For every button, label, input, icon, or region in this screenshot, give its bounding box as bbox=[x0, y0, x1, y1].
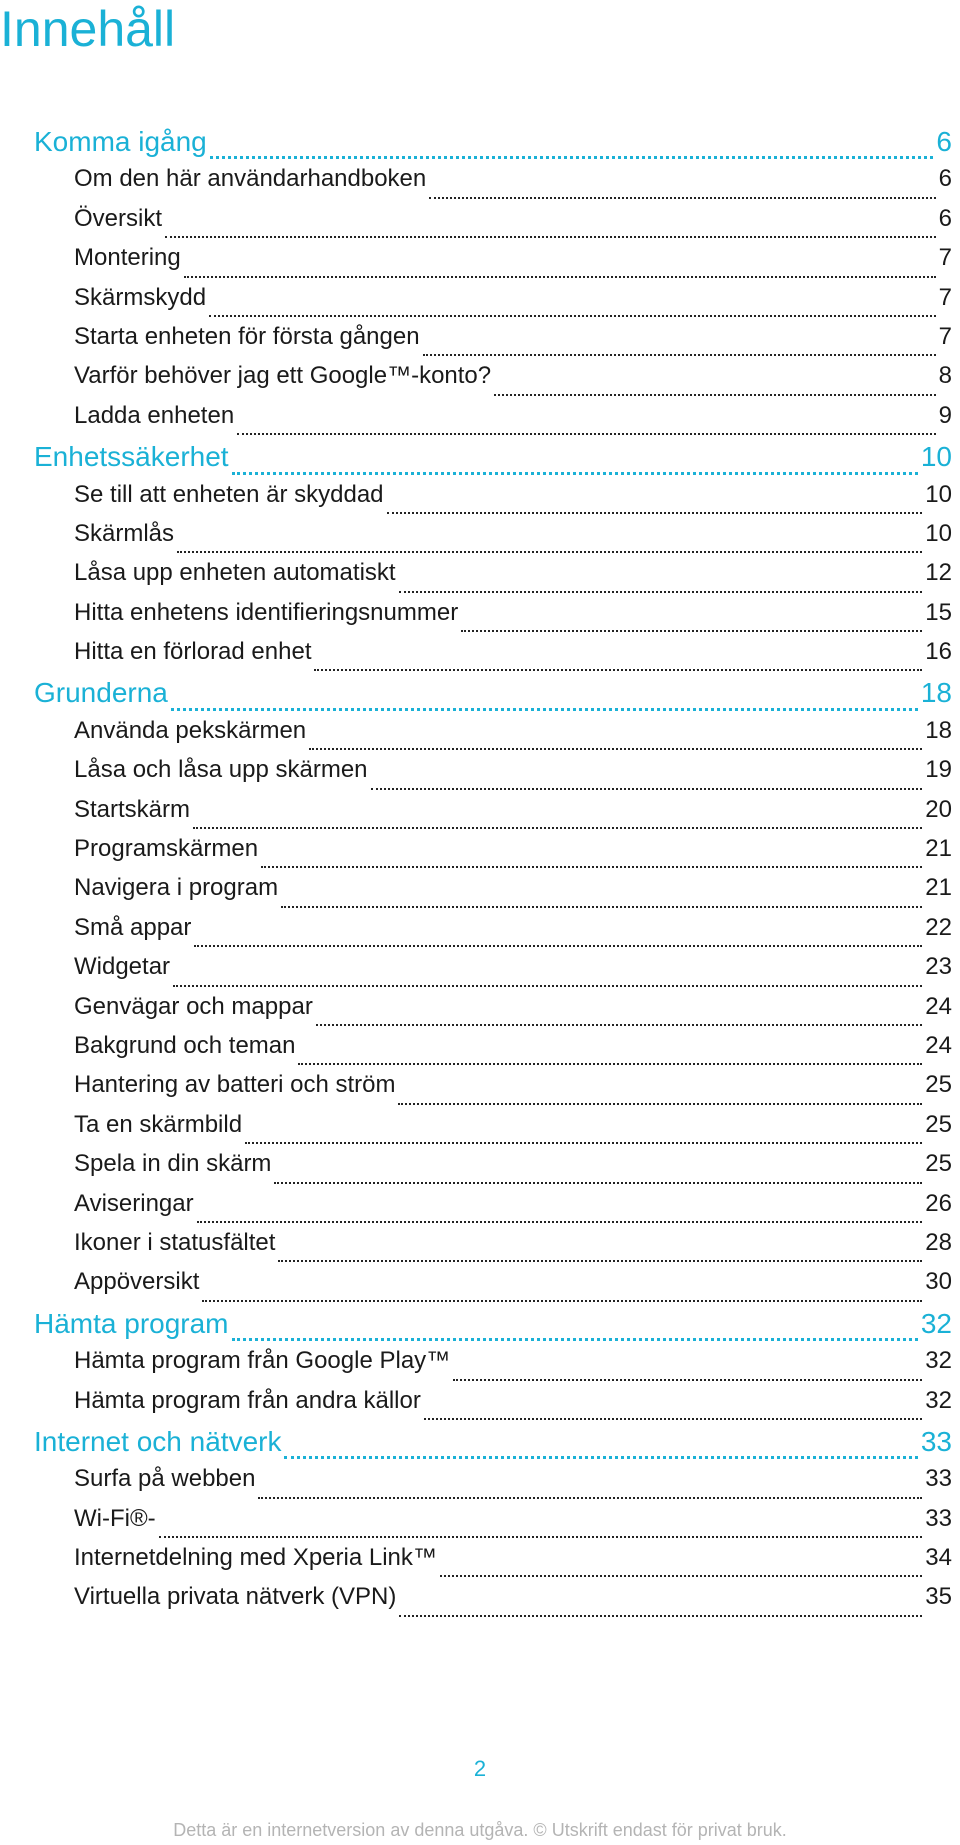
toc-entry-page-number: 6 bbox=[938, 165, 952, 193]
dot-leader bbox=[314, 669, 922, 671]
toc-entry-label: Ta en skärmbild bbox=[74, 1110, 243, 1138]
toc-entry-label: Montering bbox=[74, 244, 181, 272]
toc-entry-label: Låsa och låsa upp skärmen bbox=[74, 756, 368, 784]
dot-leader bbox=[261, 866, 922, 868]
toc-entry-label: Ikoner i statusfältet bbox=[74, 1228, 276, 1256]
toc-entry-page-number: 33 bbox=[925, 1504, 952, 1532]
toc-entry-page-number: 21 bbox=[925, 835, 952, 863]
toc-entry-page-number: 25 bbox=[925, 1071, 952, 1099]
toc-item-link[interactable] bbox=[34, 165, 952, 204]
toc-entry-page-number: 30 bbox=[925, 1268, 952, 1296]
dot-leader bbox=[371, 788, 923, 790]
toc-entry-page-number: 33 bbox=[925, 1465, 952, 1493]
toc-entry-label: Om den här användarhandboken bbox=[74, 165, 427, 193]
toc-item-link[interactable] bbox=[34, 1032, 952, 1071]
toc-item-link[interactable] bbox=[34, 205, 952, 244]
dot-leader bbox=[316, 1024, 922, 1026]
toc-entry-page-number: 34 bbox=[925, 1544, 952, 1572]
toc-item-link[interactable] bbox=[34, 244, 952, 283]
toc-entry-page-number: 23 bbox=[925, 953, 952, 981]
dot-leader bbox=[210, 156, 934, 159]
dot-leader bbox=[494, 394, 936, 396]
dot-leader bbox=[453, 1379, 922, 1381]
toc-section-link[interactable] bbox=[34, 1426, 952, 1465]
toc-section-link[interactable] bbox=[34, 441, 952, 480]
toc-item-link[interactable] bbox=[34, 993, 952, 1032]
dot-leader bbox=[309, 748, 922, 750]
dot-leader bbox=[399, 1615, 922, 1617]
dot-leader bbox=[197, 1221, 923, 1223]
toc-item-link[interactable] bbox=[34, 559, 952, 598]
dot-leader bbox=[284, 1456, 917, 1459]
toc-item-link[interactable] bbox=[34, 1190, 952, 1229]
dot-leader bbox=[281, 906, 922, 908]
toc-entry-page-number: 35 bbox=[925, 1583, 952, 1611]
toc-item-link[interactable] bbox=[34, 756, 952, 795]
toc-entry-label: Internetdelning med Xperia Link™ bbox=[74, 1544, 437, 1572]
toc-entry-page-number: 26 bbox=[925, 1189, 952, 1217]
toc-entry-label: Starta enheten för första gången bbox=[74, 322, 420, 350]
toc-item-link[interactable] bbox=[34, 953, 952, 992]
toc-entry-label: Wi-Fi®- bbox=[74, 1504, 156, 1532]
toc-entry-label: Hantering av batteri och ström bbox=[74, 1071, 396, 1099]
toc-section-link[interactable] bbox=[34, 677, 952, 716]
toc-entry-page-number: 18 bbox=[925, 716, 952, 744]
toc-item-link[interactable] bbox=[34, 1071, 952, 1110]
toc-item-link[interactable] bbox=[34, 481, 952, 520]
toc-entry-page-number: 32 bbox=[925, 1386, 952, 1414]
dot-leader bbox=[424, 1418, 922, 1420]
dot-leader bbox=[232, 472, 918, 475]
toc-item-link[interactable] bbox=[34, 1150, 952, 1189]
toc-entry-label: Översikt bbox=[74, 204, 163, 232]
toc-entry-label: Virtuella privata nätverk (VPN) bbox=[74, 1583, 397, 1611]
toc-entry-label: Appöversikt bbox=[74, 1268, 200, 1296]
dot-leader bbox=[194, 945, 922, 947]
toc-entry-page-number: 8 bbox=[938, 362, 952, 390]
toc-item-link[interactable] bbox=[34, 1387, 952, 1426]
toc-entry-label: Aviseringar bbox=[74, 1189, 194, 1217]
toc-section-link[interactable] bbox=[34, 1308, 952, 1347]
toc-entry-label: Genvägar och mappar bbox=[74, 992, 313, 1020]
dot-leader bbox=[209, 315, 936, 317]
toc-entry-label: Hämta program bbox=[34, 1307, 229, 1339]
dot-leader bbox=[461, 630, 922, 632]
toc-entry-label: Widgetar bbox=[74, 953, 171, 981]
dot-leader bbox=[173, 985, 922, 987]
table-of-contents bbox=[34, 126, 952, 1623]
toc-entry-label: Skärmlås bbox=[74, 519, 175, 547]
toc-entry-page-number: 22 bbox=[925, 913, 952, 941]
toc-item-link[interactable] bbox=[34, 796, 952, 835]
toc-item-link[interactable] bbox=[34, 1544, 952, 1583]
dot-leader bbox=[440, 1575, 922, 1577]
toc-entry-label: Hitta enhetens identifieringsnummer bbox=[74, 598, 459, 626]
toc-entry-page-number: 7 bbox=[938, 283, 952, 311]
toc-entry-page-number: 10 bbox=[920, 441, 952, 473]
toc-entry-page-number: 15 bbox=[925, 598, 952, 626]
dot-leader bbox=[193, 827, 922, 829]
toc-entry-label: Internet och nätverk bbox=[34, 1425, 282, 1457]
dot-leader bbox=[237, 433, 935, 435]
toc-item-link[interactable] bbox=[34, 599, 952, 638]
toc-entry-label: Se till att enheten är skyddad bbox=[74, 480, 384, 508]
toc-entry-label: Små appar bbox=[74, 913, 192, 941]
toc-entry-page-number: 24 bbox=[925, 992, 952, 1020]
dot-leader bbox=[159, 1536, 923, 1538]
toc-item-link[interactable] bbox=[34, 835, 952, 874]
toc-entry-label: Låsa upp enheten automatiskt bbox=[74, 559, 396, 587]
toc-entry-page-number: 18 bbox=[920, 677, 952, 709]
toc-entry-label: Programskärmen bbox=[74, 835, 259, 863]
toc-entry-label: Startskärm bbox=[74, 795, 191, 823]
toc-item-link[interactable] bbox=[34, 874, 952, 913]
toc-item-link[interactable] bbox=[34, 914, 952, 953]
toc-entry-page-number: 28 bbox=[925, 1228, 952, 1256]
toc-entry-page-number: 25 bbox=[925, 1150, 952, 1178]
toc-entry-label: Hämta program från Google Play™ bbox=[74, 1347, 451, 1375]
toc-item-link[interactable] bbox=[34, 362, 952, 401]
toc-entry-label: Hämta program från andra källor bbox=[74, 1386, 421, 1414]
dot-leader bbox=[232, 1338, 918, 1341]
dot-leader bbox=[171, 708, 918, 711]
dot-leader bbox=[278, 1260, 922, 1262]
toc-entry-label: Skärmskydd bbox=[74, 283, 207, 311]
toc-entry-page-number: 20 bbox=[925, 795, 952, 823]
page-title: Innehåll bbox=[0, 1, 176, 57]
toc-entry-page-number: 6 bbox=[936, 126, 952, 157]
toc-entry-page-number: 6 bbox=[938, 204, 952, 232]
toc-item-link[interactable] bbox=[34, 284, 952, 323]
toc-item-link[interactable] bbox=[34, 1111, 952, 1150]
toc-entry-label: Surfa på webben bbox=[74, 1465, 256, 1493]
toc-entry-page-number: 7 bbox=[938, 322, 952, 350]
toc-item-link[interactable] bbox=[34, 1583, 952, 1622]
toc-item-link[interactable] bbox=[34, 638, 952, 677]
toc-item-link[interactable] bbox=[34, 520, 952, 559]
toc-entry-label: Navigera i program bbox=[74, 874, 279, 902]
page-number: 2 bbox=[473, 1756, 487, 1781]
toc-entry-page-number: 21 bbox=[925, 874, 952, 902]
toc-item-link[interactable] bbox=[34, 323, 952, 362]
toc-item-link[interactable] bbox=[34, 1229, 952, 1268]
toc-item-link[interactable] bbox=[34, 1465, 952, 1504]
toc-item-link[interactable] bbox=[34, 1268, 952, 1307]
toc-entry-label: Ladda enheten bbox=[74, 401, 235, 429]
toc-item-link[interactable] bbox=[34, 402, 952, 441]
dot-leader bbox=[399, 591, 923, 593]
toc-entry-label: Hitta en förlorad enhet bbox=[74, 638, 312, 666]
dot-leader bbox=[298, 1063, 922, 1065]
toc-entry-label: Komma igång bbox=[34, 126, 207, 157]
dot-leader bbox=[429, 197, 935, 199]
toc-entry-label: Enhetssäkerhet bbox=[34, 441, 229, 473]
toc-entry-page-number: 9 bbox=[938, 401, 952, 429]
toc-item-link[interactable] bbox=[34, 1347, 952, 1386]
toc-entry-page-number: 32 bbox=[925, 1347, 952, 1375]
toc-entry-page-number: 19 bbox=[925, 756, 952, 784]
toc-entry-label: Grunderna bbox=[34, 677, 168, 709]
dot-leader bbox=[423, 354, 936, 356]
dot-leader bbox=[398, 1103, 922, 1105]
toc-entry-page-number: 10 bbox=[925, 480, 952, 508]
toc-item-link[interactable] bbox=[34, 1505, 952, 1544]
toc-entry-page-number: 16 bbox=[925, 638, 952, 666]
dot-leader bbox=[165, 236, 936, 238]
toc-entry-page-number: 25 bbox=[925, 1110, 952, 1138]
toc-entry-page-number: 33 bbox=[920, 1425, 952, 1457]
toc-item-link[interactable] bbox=[34, 717, 952, 756]
toc-entry-label: Spela in din skärm bbox=[74, 1150, 272, 1178]
toc-entry-page-number: 24 bbox=[925, 1031, 952, 1059]
toc-section-link[interactable] bbox=[34, 126, 952, 165]
toc-entry-page-number: 32 bbox=[920, 1307, 952, 1339]
toc-entry-label: Bakgrund och teman bbox=[74, 1031, 296, 1059]
dot-leader bbox=[258, 1497, 922, 1499]
dot-leader bbox=[177, 551, 922, 553]
toc-entry-page-number: 10 bbox=[925, 519, 952, 547]
toc-entry-label: Varför behöver jag ett Google™-konto? bbox=[74, 362, 492, 390]
toc-entry-page-number: 12 bbox=[925, 559, 952, 587]
toc-entry-page-number: 7 bbox=[938, 244, 952, 272]
dot-leader bbox=[274, 1182, 922, 1184]
toc-entry-label: Använda pekskärmen bbox=[74, 716, 307, 744]
dot-leader bbox=[184, 276, 936, 278]
dot-leader bbox=[387, 512, 923, 514]
dot-leader bbox=[202, 1300, 922, 1302]
footer-note: Detta är en internetversion av denna utgåva. © Utskrift endast för privat bruk. bbox=[173, 1820, 787, 1840]
dot-leader bbox=[245, 1142, 922, 1144]
